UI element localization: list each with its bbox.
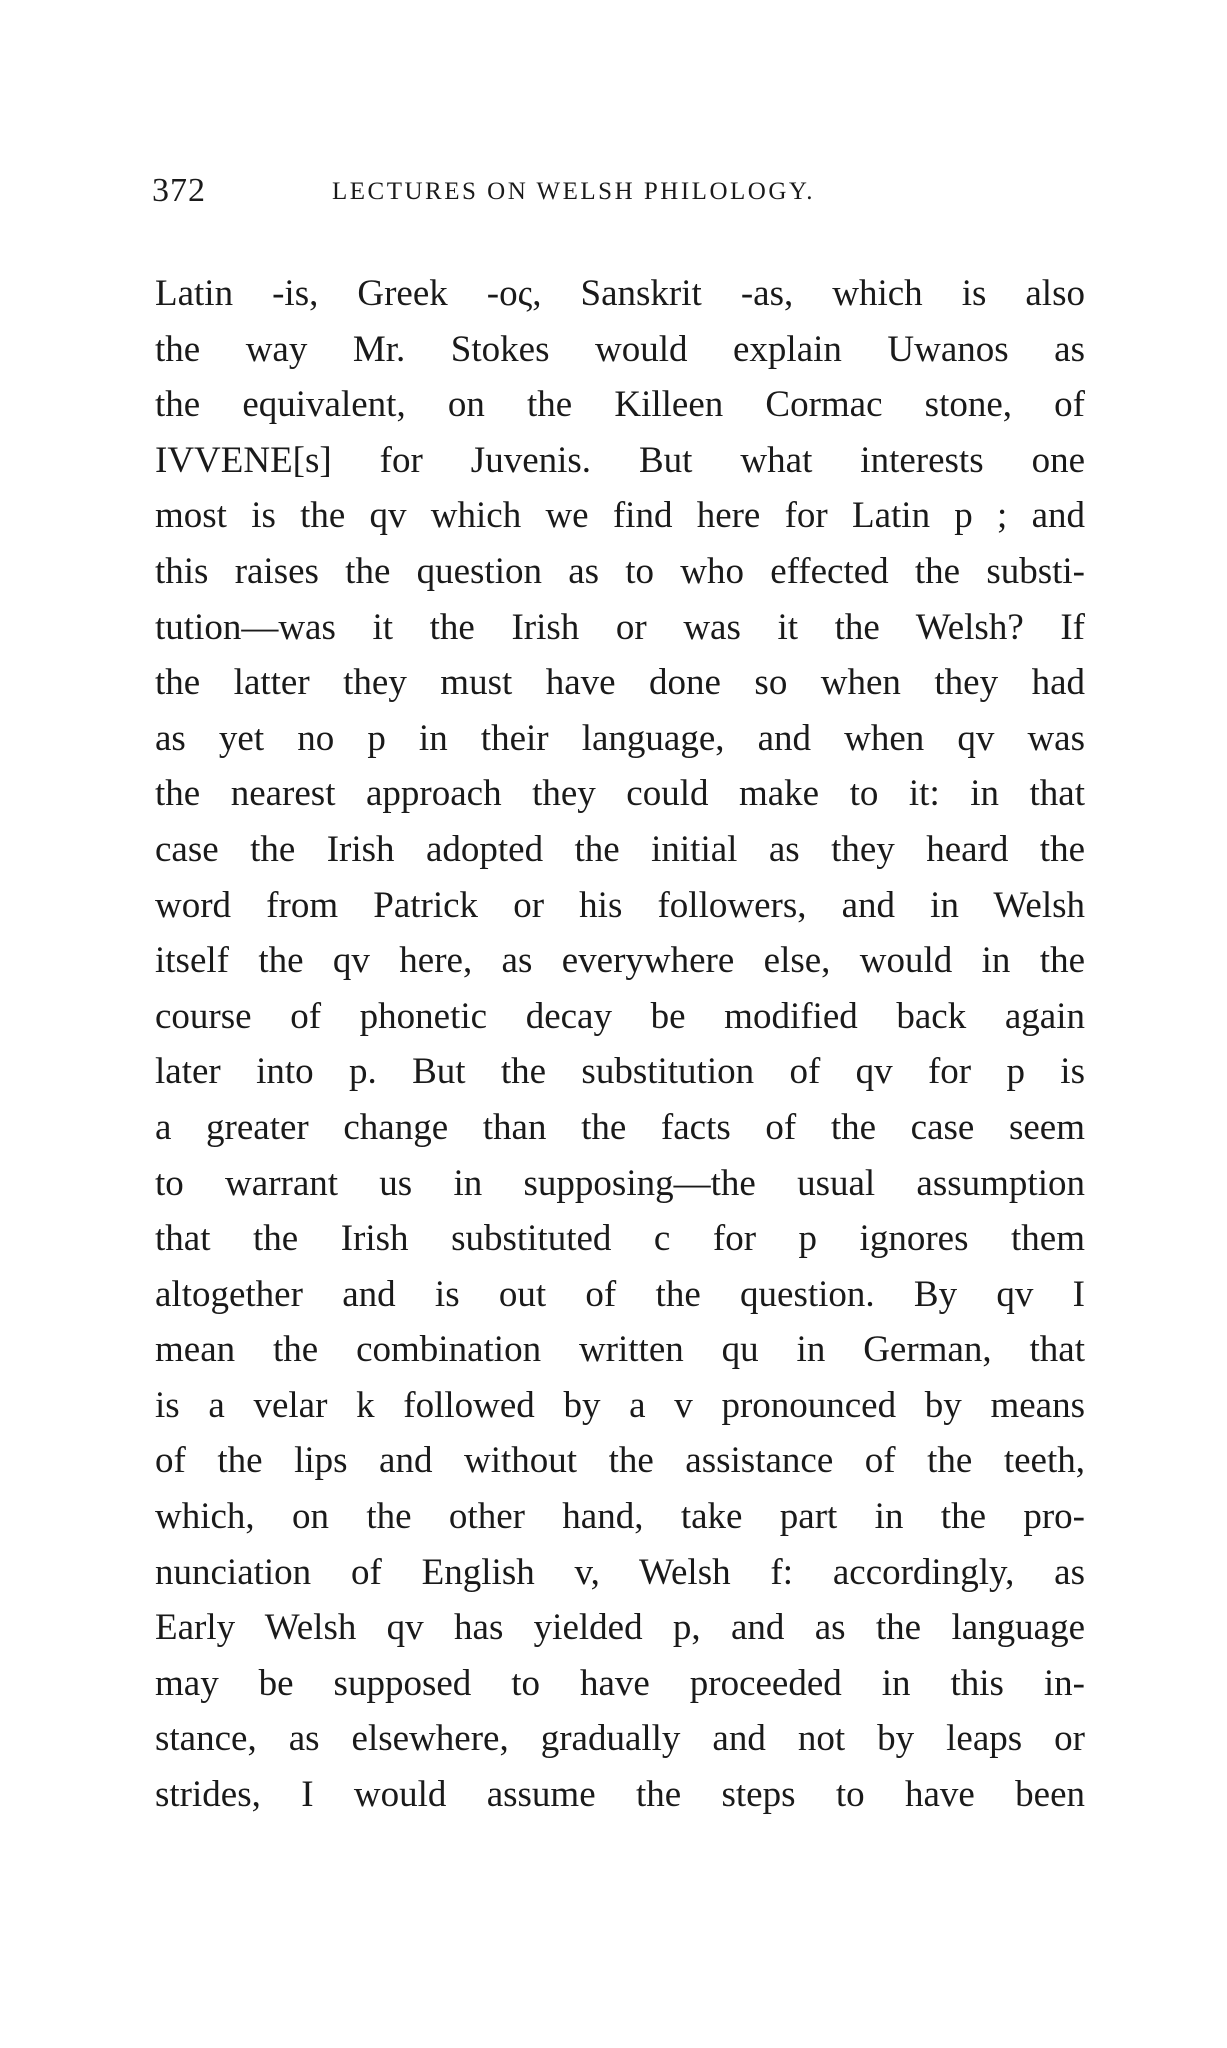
text-line: later into p. But the substitution of qv for p is — [155, 1051, 1085, 1093]
text-line: course of phonetic decay be modified back again — [155, 995, 1085, 1037]
text-line: a greater change than the facts of the case seem — [155, 1106, 1085, 1148]
text-line: strides, I would assume the steps to have been — [155, 1774, 1085, 1816]
text-line: most is the qv which we find here for Latin p ; and — [155, 495, 1085, 537]
running-title: LECTURES ON WELSH PHILOLOGY. — [332, 178, 815, 205]
text-line: the way Mr. Stokes would explain Uwanos as — [155, 328, 1085, 370]
text-line: the latter they must have done so when they had — [155, 662, 1085, 704]
text-line: the nearest approach they could make to it: in that — [155, 773, 1085, 815]
text-line: itself the qv here, as everywhere else, would in the — [155, 940, 1085, 982]
text-line: IVVENE[s] for Juvenis. But what interests one — [155, 439, 1085, 481]
text-line: as yet no p in their language, and when qv was — [155, 717, 1085, 759]
text-line: of the lips and without the assistance of the teeth, — [155, 1440, 1085, 1482]
text-line: may be supposed to have proceeded in this in- — [155, 1662, 1085, 1704]
text-line: mean the combination written qu in German, that — [155, 1329, 1085, 1371]
text-line: that the Irish substituted c for p ignores them — [155, 1218, 1085, 1260]
text-line: Early Welsh qv has yielded p, and as the language — [155, 1607, 1085, 1649]
body-text — [155, 266, 1085, 1823]
page-header — [152, 172, 1087, 222]
text-line: altogether and is out of the question. By qv I — [155, 1273, 1085, 1315]
text-line: which, on the other hand, take part in the pro- — [155, 1496, 1085, 1538]
page-number: 372 — [152, 172, 206, 209]
text-line: Latin -is, Greek -ος, Sanskrit -as, which is also — [155, 273, 1085, 314]
text-line: this raises the question as to who effected the substi- — [155, 550, 1085, 592]
text-line: the equivalent, on the Killeen Cormac stone, of — [155, 384, 1085, 426]
text-line: tution—was it the Irish or was it the Welsh? If — [155, 606, 1085, 648]
text-line: word from Patrick or his followers, and in Welsh — [155, 884, 1085, 926]
text-line: nunciation of English v, Welsh f: accordingly, as — [155, 1551, 1085, 1593]
text-line: stance, as elsewhere, gradually and not by leaps or — [155, 1718, 1085, 1760]
text-line: is a velar k followed by a v pronounced by means — [155, 1384, 1085, 1426]
text-line: to warrant us in supposing—the usual assumption — [155, 1162, 1085, 1204]
text-line: case the Irish adopted the initial as they heard the — [155, 828, 1085, 870]
